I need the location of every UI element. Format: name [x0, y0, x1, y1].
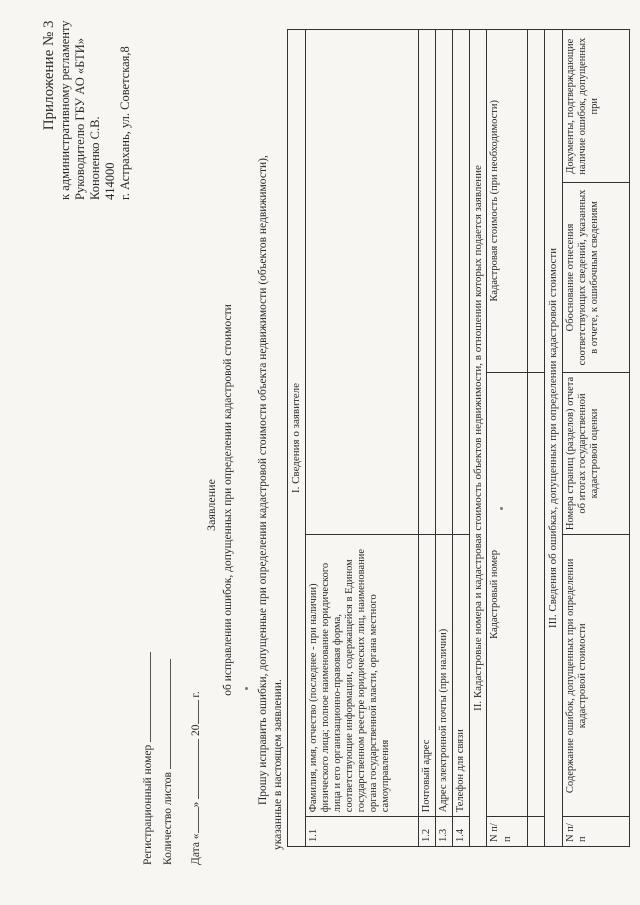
email-value[interactable] [435, 30, 452, 535]
date-month-blank [188, 739, 199, 799]
request-text-line2: указанные в настоящем заявлении. [272, 679, 284, 850]
date-suffix: г. [190, 691, 202, 698]
regulation-line: к административному регламенту [58, 20, 72, 200]
col-number: N п/п [487, 817, 528, 847]
col-report-pages: Номера страниц (разделов) отчета об итогах государственной кадастровой оценки [563, 372, 630, 535]
col-cadastral-number: Кадастровый номер [487, 372, 528, 817]
row-number: 1.3 [435, 817, 452, 847]
reg-number-blank [140, 652, 151, 742]
statement-subtitle: об исправлении ошибок, допущенных при определении кадастровой стоимости [222, 304, 234, 696]
applicant-name-label: Фамилия, имя, отчество (последнее - при наличии) физического лица; полное наименование юридического лица и его организационно-правовая форма, соответствующие информации, содержащейся в Едином государственном реестре юридических лиц, наименование органа государственной власти, органа местного самоуправления [305, 535, 418, 817]
postal-address-label: Почтовый адрес [418, 535, 435, 817]
address: г. Астрахань, ул. Советская,8 [118, 46, 132, 200]
row-number: 1.4 [452, 817, 469, 847]
date-mid: » [190, 801, 202, 808]
col-error-content: Содержание ошибок, допущенных при определении кадастровой стоимости [563, 535, 630, 817]
scan-speck [245, 687, 248, 690]
section2-title: II. Кадастровые номера и кадастровая стоимость объектов недвижимости, в отношении которых подается заявление [469, 30, 487, 847]
postal-address-value[interactable] [418, 30, 435, 535]
empty-cell[interactable] [528, 372, 545, 817]
section2-columns-row [487, 30, 528, 847]
section3-title: III. Сведения об ошибках, допущенных при определении кадастровой стоимости [545, 30, 563, 847]
sheets-label: Количество листов [162, 772, 174, 865]
col-supporting-documents: Документы, подтверждающие наличие ошибок, допущенных при [563, 30, 630, 183]
sheets-count [160, 659, 175, 865]
section2-empty-row [528, 30, 545, 847]
empty-cell[interactable] [528, 817, 545, 847]
phone-value[interactable] [452, 30, 469, 535]
reg-number-label: Регистрационный номер [142, 744, 154, 865]
addressee-block [40, 20, 133, 200]
statement-table [287, 29, 630, 847]
section1-row [305, 30, 418, 847]
section1-header-row [288, 30, 306, 847]
applicant-name-value[interactable] [305, 30, 418, 535]
section1-row [452, 30, 469, 847]
date-label: Дата « [190, 833, 202, 865]
col-number: N п/п [563, 817, 630, 847]
sheets-blank [160, 659, 171, 769]
row-number: 1.1 [305, 817, 418, 847]
section1-row [418, 30, 435, 847]
email-label: Адрес электронной почты (при наличии) [435, 535, 452, 817]
scan-speck [500, 507, 503, 510]
empty-cell[interactable] [528, 30, 545, 373]
postcode: 414000 [103, 162, 117, 200]
statement-title: Заявление [204, 479, 218, 531]
row-number: 1.2 [418, 817, 435, 847]
section1-row [435, 30, 452, 847]
section1-title: I. Сведения о заявителе [288, 30, 306, 847]
request-text-line1: Прошу исправить ошибки, допущенные при определении кадастровой стоимости объекта недвижимости (объектов недвижимости), [257, 155, 269, 805]
section3-columns-row [563, 30, 630, 847]
date-year: 20 [190, 724, 202, 736]
date-day-blank [188, 807, 199, 833]
col-cadastral-value: Кадастровая стоимость (при необходимости) [487, 30, 528, 373]
date-line [188, 691, 203, 865]
phone-label: Телефон для связи [452, 535, 469, 817]
col-justification: Обоснование отнесения соответствующих сведений, указанных в отчете, к ошибочным сведениям [563, 183, 630, 372]
section2-header-row [469, 30, 487, 847]
section3-header-row [545, 30, 563, 847]
date-year-blank [188, 700, 199, 724]
registration-number [140, 652, 155, 865]
director-line: Руководителю ГБУ АО «БТИ» [73, 37, 87, 200]
appendix-title: Приложение № 3 [41, 20, 57, 131]
director-name: Кононенко С.В. [88, 116, 102, 200]
